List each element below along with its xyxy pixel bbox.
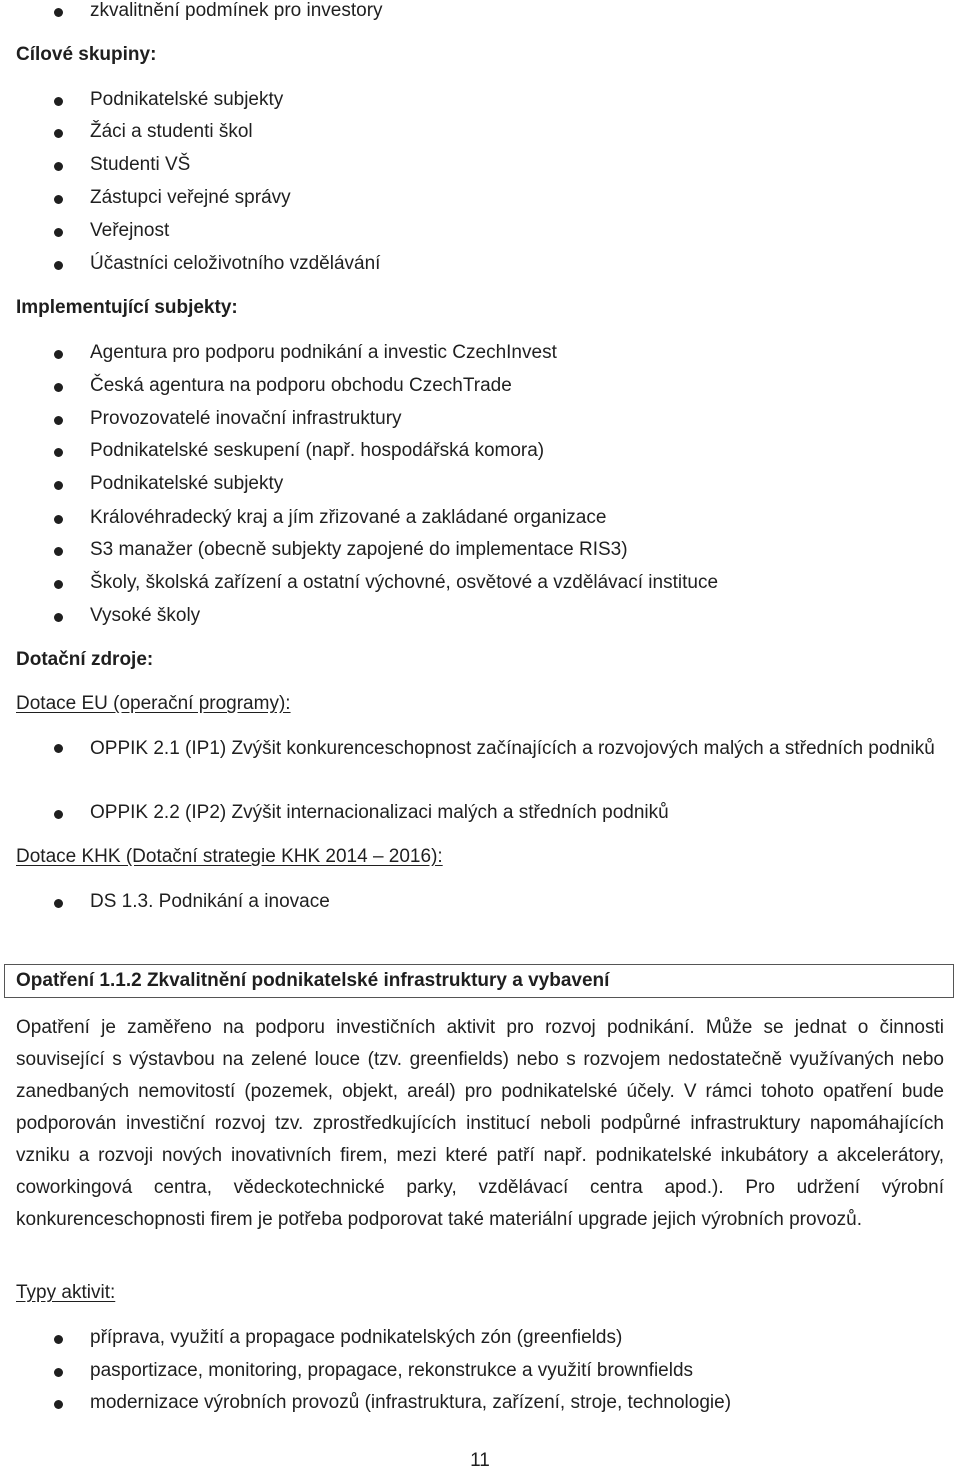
list-item: [90, 154, 190, 176]
list-item-text: Účastníci celoživotního vzdělávání: [90, 253, 381, 274]
bullet-icon: [54, 547, 63, 556]
list-item-text: Provozovatelé inovační infrastruktury: [90, 408, 402, 429]
measure-title-box: [4, 964, 954, 998]
bullet-icon: [54, 1335, 63, 1344]
list-item: [90, 733, 942, 765]
bullet-icon: [54, 515, 63, 524]
list-item-text: Podnikatelské subjekty: [90, 89, 284, 110]
list-item: [90, 342, 557, 364]
bullet-icon: [54, 448, 63, 457]
list-item-text: Žáci a studenti škol: [90, 121, 253, 142]
list-item-text: příprava, využití a propagace podnikatelských zón (greenfields): [90, 1327, 623, 1348]
bullet-icon: [54, 195, 63, 204]
bullet-icon: [54, 416, 63, 425]
list-item: [90, 375, 512, 397]
page-number: 11: [470, 1450, 490, 1471]
list-item-text: Studenti VŠ: [90, 154, 191, 175]
list-item-text: Agentura pro podporu podnikání a investic CzechInvest: [90, 342, 557, 363]
list-item: [90, 572, 718, 594]
bullet-icon: [54, 613, 63, 622]
list-item: [90, 187, 291, 209]
list-item: [90, 89, 283, 111]
activities-heading: Typy aktivit:: [16, 1282, 116, 1303]
list-item: [90, 1327, 622, 1349]
list-item-text: OPPIK 2.1 (IP1) Zvýšit konkurenceschopnost začínajících a rozvojových malých a středních podniků: [90, 738, 935, 759]
bullet-icon: [54, 744, 63, 753]
list-item-text: pasportizace, monitoring, propagace, rekonstrukce a využití brownfields: [90, 1360, 694, 1381]
list-item-text: Zástupci veřejné správy: [90, 187, 291, 208]
list-item: [90, 891, 330, 913]
list-item-text: Vysoké školy: [90, 605, 201, 626]
list-item-text: Královéhradecký kraj a jím zřizované a zakládané organizace: [90, 507, 607, 528]
list-item: [90, 802, 669, 824]
bullet-icon: [54, 350, 63, 359]
bullet-icon: [54, 228, 63, 237]
list-item: [90, 121, 253, 143]
implementers-heading: Implementující subjekty:: [16, 297, 238, 318]
list-item-text: DS 1.3. Podnikání a inovace: [90, 891, 330, 912]
bullet-icon: [54, 580, 63, 589]
bullet-icon: [54, 97, 63, 106]
list-item-text: Podnikatelské subjekty: [90, 473, 284, 494]
list-item: [90, 253, 380, 275]
bullet-icon: [54, 481, 63, 490]
list-item: [90, 605, 200, 627]
bullet-icon: [54, 899, 63, 908]
list-item-text: Česká agentura na podporu obchodu CzechTrade: [90, 375, 512, 396]
list-item-text: Školy, školská zařízení a ostatní výchovné, osvětové a vzdělávací instituce: [90, 572, 719, 593]
list-item-text: OPPIK 2.2 (IP2) Zvýšit internacionalizaci malých a středních podniků: [90, 802, 669, 823]
measure-paragraph: Opatření je zaměřeno na podporu investičních aktivit pro rozvoj podnikání. Může se jednat o činnosti související s výstavbou na zelené louce (tzv. greenfields) nebo s rozvojem nedostatečně využívaných nebo zanedbaných nemovitostí (pozemek, objekt, areál) pro podnikatelské účely. V rámci tohoto opatření bude podporován investiční rozvoj tzv. zprostředkujících institucí neboli podpůrné infrastruktury napomáhajících vzniku a rozvoji nových inovativních firem, mezi které patří např. podnikatelské inkubátory a akcelerátory, coworkingová centra, vědeckotechnické parky, vzdělávací centra apod.). Pro udržení výrobní konkurenceschopnosti firem je potřeba podporovat také materiální upgrade jejich výrobních provozů.: [16, 1017, 944, 1230]
khk-funding-heading: Dotace KHK (Dotační strategie KHK 2014 – 2016):: [16, 846, 443, 867]
bullet-icon: [54, 261, 63, 270]
list-item-text: Podnikatelské seskupení (např. hospodářská komora): [90, 440, 545, 461]
list-item: [90, 539, 628, 561]
bullet-icon: [54, 162, 63, 171]
target-groups-heading: Cílové skupiny:: [16, 44, 157, 65]
list-item: [90, 1392, 731, 1414]
list-item: [90, 0, 383, 22]
list-item: [90, 440, 544, 462]
list-item: [90, 473, 283, 495]
list-item: [90, 507, 606, 529]
list-item: [90, 408, 402, 430]
bullet-icon: [54, 8, 63, 17]
bullet-icon: [54, 810, 63, 819]
bullet-icon: [54, 1368, 63, 1377]
bullet-icon: [54, 1400, 63, 1409]
list-item: [90, 1360, 693, 1382]
list-item-text: modernizace výrobních provozů (infrastruktura, zařízení, stroje, technologie): [90, 1392, 732, 1413]
eu-funding-heading: Dotace EU (operační programy):: [16, 693, 291, 714]
bullet-icon: [54, 383, 63, 392]
list-item-text: Veřejnost: [90, 220, 170, 241]
funding-heading: Dotační zdroje:: [16, 649, 154, 670]
list-item-text: S3 manažer (obecně subjekty zapojené do implementace RIS3): [90, 539, 628, 560]
list-item-text: zkvalitnění podmínek pro investory: [90, 0, 383, 21]
bullet-icon: [54, 129, 63, 138]
measure-title: Opatření 1.1.2 Zkvalitnění podnikatelské infrastruktury a vybavení: [16, 970, 610, 991]
list-item: [90, 220, 169, 242]
